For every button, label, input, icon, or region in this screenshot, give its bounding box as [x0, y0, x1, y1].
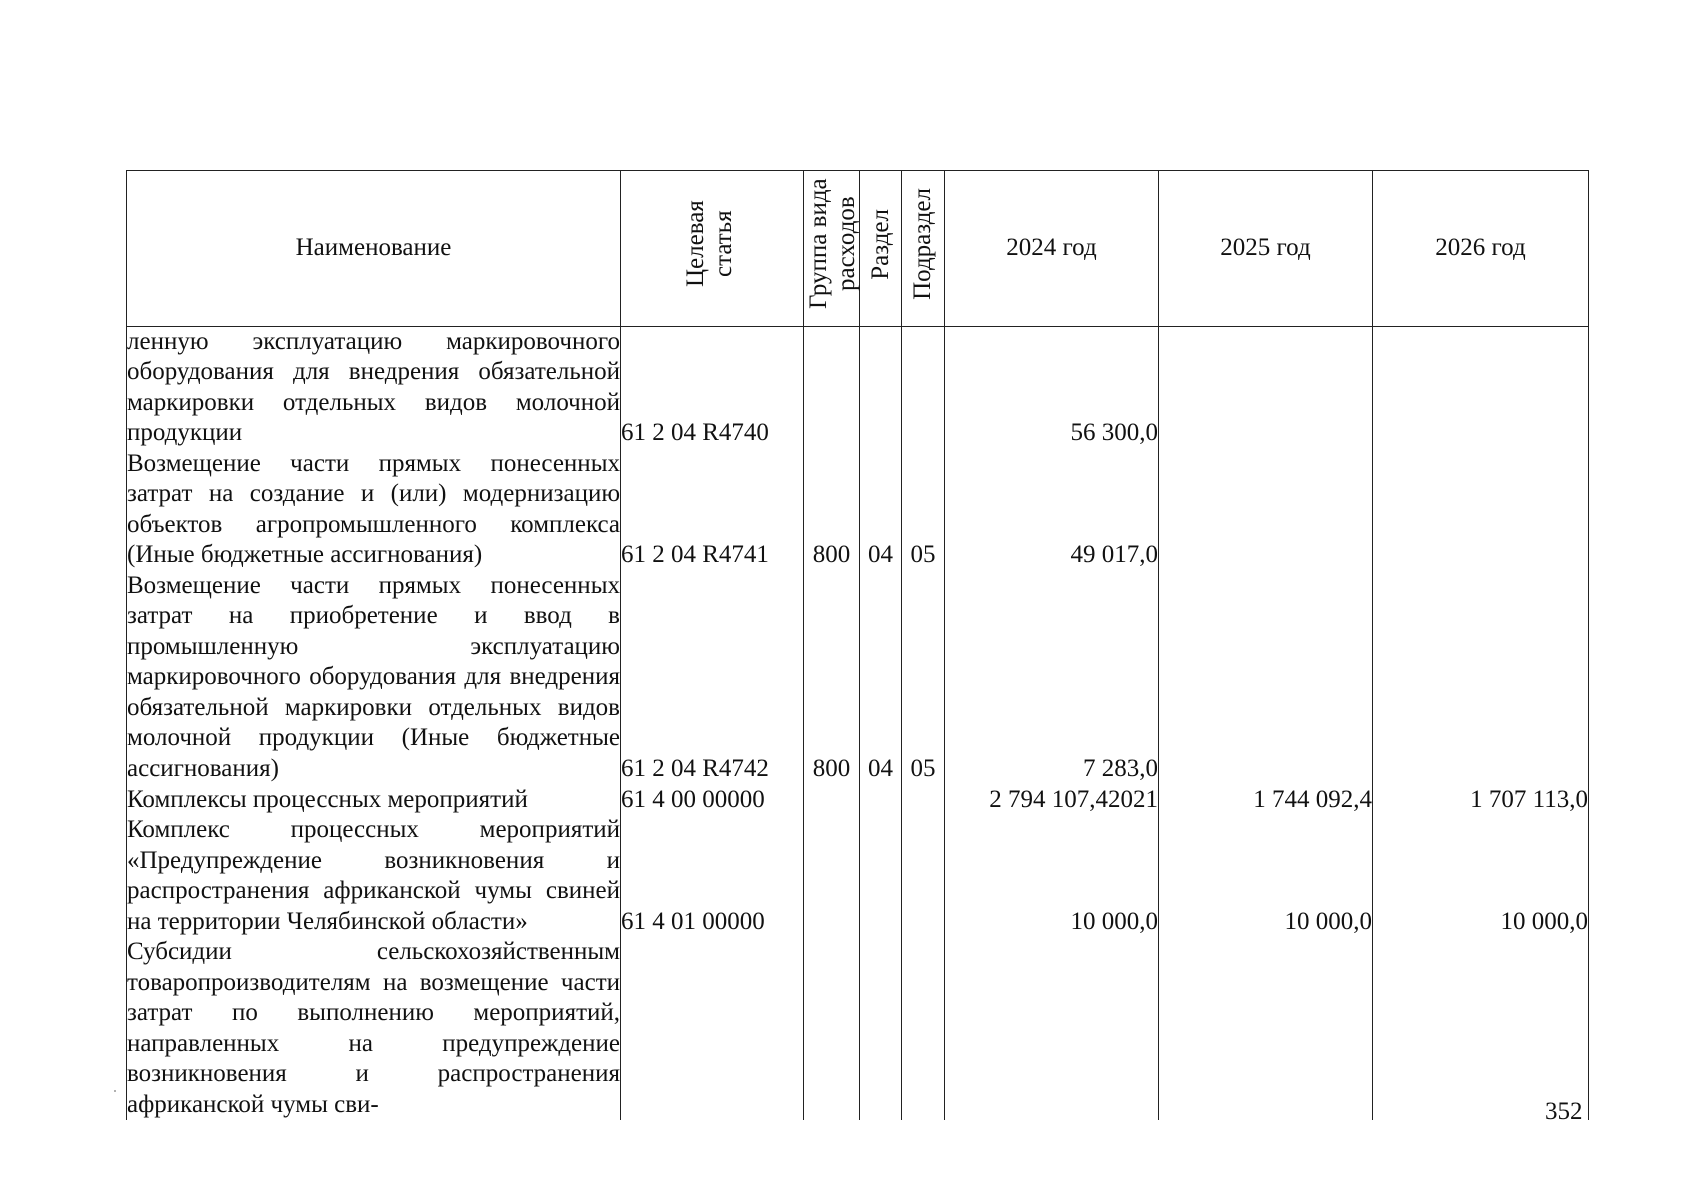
- row-group: [804, 937, 860, 1120]
- header-2025: 2025 год: [1159, 171, 1373, 327]
- row-2024: 49 017,0: [945, 449, 1159, 571]
- row-section: 04: [860, 571, 902, 785]
- row-2025: [1159, 449, 1373, 571]
- table-row: [127, 449, 1589, 571]
- row-2025: 10 000,0: [1159, 815, 1373, 937]
- row-name: Комплекс процессных мероприятий «Предупреждение возникновения и распространения африканской чумы свиней на территории Челябинской области»: [127, 815, 621, 937]
- row-name: Возмещение части прямых понесенных затрат на создание и (или) модернизацию объектов агропромышленного комплекса (Иные бюджетные ассигнования): [127, 449, 621, 571]
- row-group: [804, 326, 860, 449]
- table-header-row: [127, 171, 1589, 327]
- row-group: [804, 815, 860, 937]
- header-section: [860, 171, 902, 327]
- row-2026: [1373, 937, 1589, 1120]
- row-2025: 1 744 092,4: [1159, 784, 1373, 815]
- row-code: 61 4 00 00000: [621, 784, 804, 815]
- row-subsection: 05: [902, 571, 945, 785]
- row-2024: 56 300,0: [945, 326, 1159, 449]
- row-2024: 2 794 107,42021: [945, 784, 1159, 815]
- table-row: [127, 571, 1589, 785]
- row-2025: [1159, 937, 1373, 1120]
- header-2026: 2026 год: [1373, 171, 1589, 327]
- header-subsection: [902, 171, 945, 327]
- row-group: [804, 784, 860, 815]
- table-row: [127, 937, 1589, 1120]
- row-section: [860, 815, 902, 937]
- row-2024: [945, 937, 1159, 1120]
- row-2025: [1159, 571, 1373, 785]
- row-code: 61 2 04 R4741: [621, 449, 804, 571]
- row-subsection: 05: [902, 449, 945, 571]
- row-code: 61 2 04 R4740: [621, 326, 804, 449]
- row-code: 61 4 01 00000: [621, 815, 804, 937]
- row-group: 800: [804, 449, 860, 571]
- header-name: Наименование: [127, 171, 621, 327]
- row-name: Возмещение части прямых понесенных затрат на приобретение и ввод в промышленную эксплуатацию маркировочного оборудования для внедрения обязательной маркировки отдельных видов молочной продукции (Иные бюджетные ассигнования): [127, 571, 621, 785]
- header-subsection-label: Подраздел: [909, 188, 936, 300]
- row-section: [860, 937, 902, 1120]
- row-2026: [1373, 326, 1589, 449]
- row-2026: [1373, 571, 1589, 785]
- row-2026: 1 707 113,0: [1373, 784, 1589, 815]
- row-name: Субсидии сельскохозяйственным товаропроизводителям на возмещение части затрат по выполнению мероприятий, направленных на предупреждение возникновения и распространения африканской чумы сви-: [127, 937, 621, 1120]
- table-row: [127, 326, 1589, 449]
- header-section-label: Раздел: [866, 208, 894, 280]
- table-row: [127, 815, 1589, 937]
- row-2026: 10 000,0: [1373, 815, 1589, 937]
- row-2024: 10 000,0: [945, 815, 1159, 937]
- row-subsection: [902, 937, 945, 1120]
- scan-speck: [114, 1090, 116, 1092]
- row-subsection: [902, 815, 945, 937]
- row-group: 800: [804, 571, 860, 785]
- header-2024: 2024 год: [945, 171, 1159, 327]
- header-expense-group: [804, 171, 860, 327]
- header-target-label: Целевая статья: [682, 200, 737, 288]
- row-code: 61 2 04 R4742: [621, 571, 804, 785]
- header-target-article: [621, 171, 804, 327]
- row-name: Комплексы процессных мероприятий: [127, 784, 621, 815]
- row-section: [860, 326, 902, 449]
- row-subsection: [902, 784, 945, 815]
- page-number: 352: [1545, 1098, 1583, 1125]
- budget-table: [126, 170, 1589, 1120]
- header-group-label: Группа вида расходов: [804, 178, 860, 310]
- row-code: [621, 937, 804, 1120]
- row-2026: [1373, 449, 1589, 571]
- row-section: 04: [860, 449, 902, 571]
- row-subsection: [902, 326, 945, 449]
- table-row: [127, 784, 1589, 815]
- row-2025: [1159, 326, 1373, 449]
- row-2024: 7 283,0: [945, 571, 1159, 785]
- row-name: ленную эксплуатацию маркировочного оборудования для внедрения обязательной маркировки отдельных видов молочной продукции: [127, 326, 621, 449]
- row-section: [860, 784, 902, 815]
